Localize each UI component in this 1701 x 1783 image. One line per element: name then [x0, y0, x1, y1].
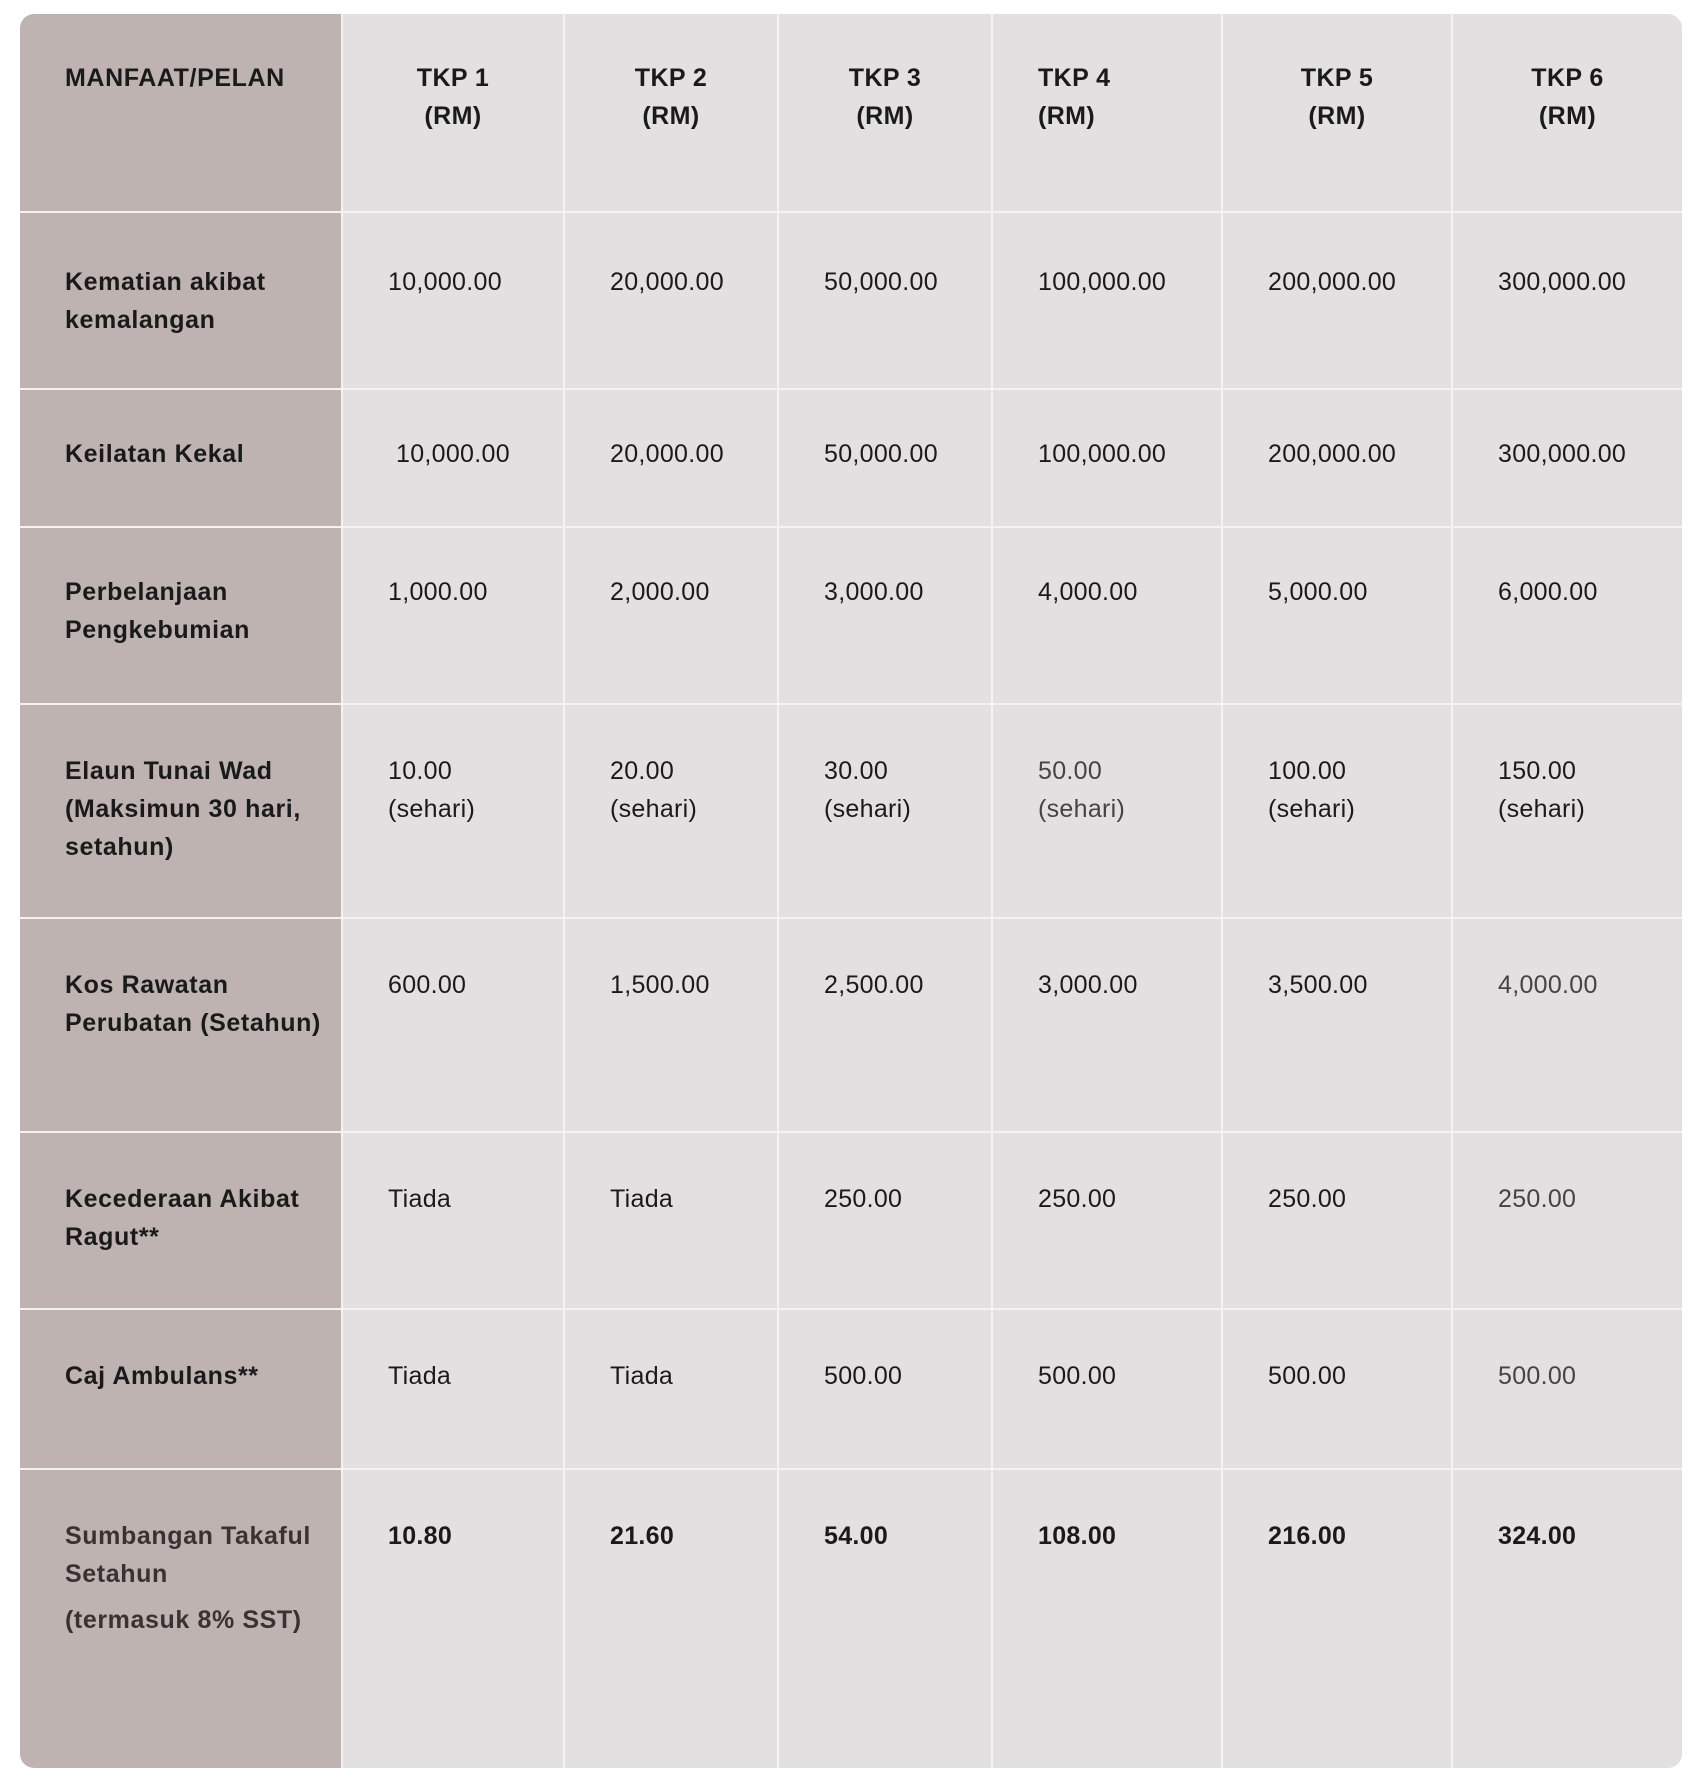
table-cell: [1222, 704, 1452, 918]
table-cell: 2,500.00: [778, 918, 992, 1132]
table-cell: Tiada: [564, 1309, 778, 1469]
table-row: [20, 389, 1682, 527]
row-label-main: Sumbangan Takaful Setahun: [65, 1522, 311, 1588]
table-cell: [564, 704, 778, 918]
table-cell: [992, 704, 1222, 918]
table-cell: 500.00: [778, 1309, 992, 1469]
plan-header-tkp1: [342, 14, 564, 212]
table-row: [20, 918, 1682, 1132]
row-label-note: (termasuk 8% SST): [65, 1606, 302, 1634]
plan-name: TKP 6: [1531, 64, 1604, 92]
table-cell: 3,500.00: [1222, 918, 1452, 1132]
corner-header: MANFAAT/PELAN: [20, 14, 342, 212]
table-row: [20, 527, 1682, 704]
table-cell: 54.00: [778, 1469, 992, 1768]
table-cell: Tiada: [342, 1309, 564, 1469]
table-cell: 324.00: [1452, 1469, 1682, 1768]
table-cell: 4,000.00: [992, 527, 1222, 704]
row-label: Perbelanjaan Pengkebumian: [20, 527, 342, 704]
table-cell: 4,000.00: [1452, 918, 1682, 1132]
table-cell: 3,000.00: [778, 527, 992, 704]
table-cell: 50,000.00: [778, 389, 992, 527]
table-cell: 10.80: [342, 1469, 564, 1768]
plan-unit: (RM): [856, 102, 914, 130]
row-label: Kos Rawatan Perubatan (Setahun): [20, 918, 342, 1132]
table-cell: 216.00: [1222, 1469, 1452, 1768]
table-cell: 200,000.00: [1222, 212, 1452, 389]
plan-header-tkp5: [1222, 14, 1452, 212]
cell-value: 10.00: [388, 757, 453, 785]
plan-name: TKP 5: [1300, 64, 1374, 92]
table-cell: [778, 704, 992, 918]
table-cell: 100,000.00: [992, 389, 1222, 527]
table-cell: 1,000.00: [342, 527, 564, 704]
row-label: Kecederaan Akibat Ragut**: [20, 1132, 342, 1309]
table-cell: 250.00: [1452, 1132, 1682, 1309]
plan-name: TKP 1: [416, 64, 490, 92]
table-row: [20, 1132, 1682, 1309]
table-cell: 2,000.00: [564, 527, 778, 704]
cell-value: 150.00: [1498, 757, 1577, 785]
table-cell: 500.00: [1222, 1309, 1452, 1469]
table-cell: 200,000.00: [1222, 389, 1452, 527]
plan-header-tkp3: [778, 14, 992, 212]
table-cell: 500.00: [1452, 1309, 1682, 1469]
table-cell: 1,500.00: [564, 918, 778, 1132]
table-cell: 108.00: [992, 1469, 1222, 1768]
cell-value: 30.00: [824, 757, 889, 785]
table-cell: 20,000.00: [564, 389, 778, 527]
cell-value: 20.00: [610, 757, 675, 785]
table-cell: 300,000.00: [1452, 389, 1682, 527]
table-cell: 5,000.00: [1222, 527, 1452, 704]
cell-value: 50.00: [1038, 757, 1103, 785]
table-cell: 250.00: [1222, 1132, 1452, 1309]
cell-suffix: (sehari): [824, 795, 912, 823]
plan-header-tkp4: [992, 14, 1222, 212]
cell-suffix: (sehari): [388, 795, 476, 823]
table-cell: 20,000.00: [564, 212, 778, 389]
cell-suffix: (sehari): [1498, 795, 1586, 823]
row-label: Keilatan Kekal: [20, 389, 342, 527]
row-label: Caj Ambulans**: [20, 1309, 342, 1469]
table-cell: 250.00: [992, 1132, 1222, 1309]
table-cell: 10,000.00: [342, 212, 564, 389]
table-cell: [1452, 704, 1682, 918]
table-cell: 6,000.00: [1452, 527, 1682, 704]
row-label: Kematian akibat kemalangan: [20, 212, 342, 389]
plan-unit: (RM): [642, 102, 700, 130]
table-cell: [342, 704, 564, 918]
table-row: [20, 704, 1682, 918]
benefits-table-container: [20, 14, 1682, 1768]
cell-suffix: (sehari): [1268, 795, 1356, 823]
table-row: [20, 1309, 1682, 1469]
row-label: Elaun Tunai Wad (Maksimun 30 hari, setahun): [20, 704, 342, 918]
table-row: [20, 212, 1682, 389]
table-cell: 250.00: [778, 1132, 992, 1309]
table-header-row: [20, 14, 1682, 212]
plan-name: TKP 4: [1038, 64, 1111, 92]
table-cell: 100,000.00: [992, 212, 1222, 389]
plan-unit: (RM): [424, 102, 482, 130]
row-label: [20, 1469, 342, 1768]
plan-header-tkp6: [1452, 14, 1682, 212]
table-cell: 21.60: [564, 1469, 778, 1768]
table-cell: 500.00: [992, 1309, 1222, 1469]
cell-value: 100.00: [1268, 757, 1347, 785]
cell-suffix: (sehari): [1038, 795, 1126, 823]
table-cell: 300,000.00: [1452, 212, 1682, 389]
table-cell: Tiada: [342, 1132, 564, 1309]
table-cell: Tiada: [564, 1132, 778, 1309]
plan-unit: (RM): [1038, 102, 1096, 130]
table-cell: 50,000.00: [778, 212, 992, 389]
benefits-table: [20, 14, 1682, 1768]
table-row: [20, 1469, 1682, 1768]
plan-unit: (RM): [1308, 102, 1366, 130]
cell-suffix: (sehari): [610, 795, 698, 823]
plan-name: TKP 3: [848, 64, 922, 92]
plan-unit: (RM): [1538, 102, 1597, 130]
plan-header-tkp2: [564, 14, 778, 212]
table-cell: 10,000.00: [342, 389, 564, 527]
table-cell: 3,000.00: [992, 918, 1222, 1132]
table-cell: 600.00: [342, 918, 564, 1132]
plan-name: TKP 2: [634, 64, 708, 92]
